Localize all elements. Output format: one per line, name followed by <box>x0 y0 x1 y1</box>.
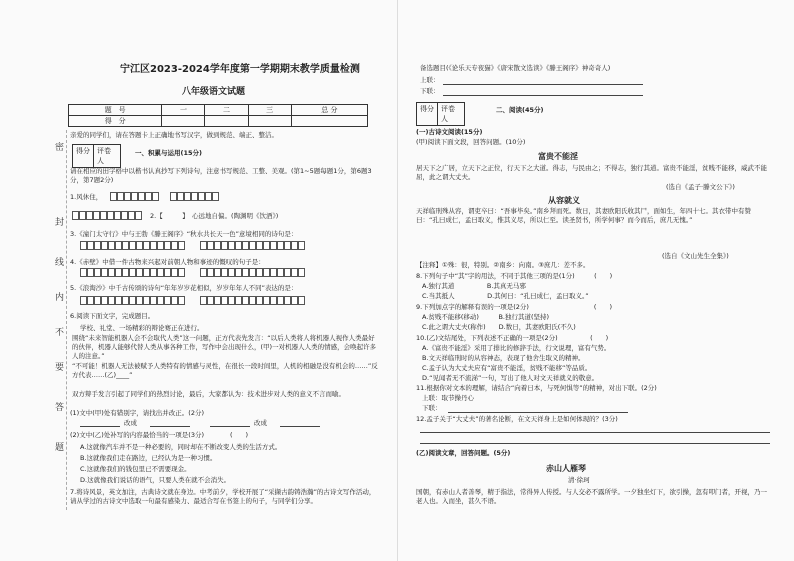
option-c[interactable]: C.这就像我们的钱包里已不需要现金。 <box>80 465 191 473</box>
change-label: 改成 <box>124 419 137 427</box>
couplet-lower-blank[interactable] <box>443 95 643 96</box>
grader-label: 评卷人 <box>441 105 455 123</box>
passage-title: 赤山人雁琴 <box>546 464 586 473</box>
annotation-note: 【注释】①殊：很，特别。②南乡：向南。③庶几：差不多。 <box>416 261 590 269</box>
question-9: 9.下列加点字的解释有误的一项是(2分) ( ) <box>416 303 612 311</box>
grader-box <box>72 144 121 168</box>
margin-mark: 要 <box>55 363 65 373</box>
instruction-text: 亲爱的同学们，请在答题卡上正确地书写汉字，做到规范、端正、整洁。 <box>70 131 278 139</box>
section-two-title: 二、阅读(45分) <box>496 106 544 114</box>
writing-grid[interactable] <box>200 241 305 251</box>
margin-mark: 不 <box>55 328 65 338</box>
score-cell[interactable] <box>248 116 291 127</box>
right-page <box>397 0 794 561</box>
q9-options-cd[interactable]: C.此之谓大丈夫(称作) D.数日，其妻欧阳氏(不久) <box>422 323 576 331</box>
option-b[interactable]: B.这就像我们走在路边，已经认为是一种习惯。 <box>80 454 217 462</box>
score-header-cell: 三 <box>248 105 291 116</box>
change-label: 改成 <box>254 419 267 427</box>
q10-option-b[interactable]: B.文天祥临刑时的从容神态，表现了他舍生取义的精神。 <box>422 354 585 362</box>
answer-blank[interactable] <box>80 426 120 427</box>
answer-blank[interactable] <box>150 426 190 427</box>
margin-mark: 内 <box>55 293 65 303</box>
writing-grid[interactable] <box>200 268 305 278</box>
exam-header-title: 宁江区2023-2024学年度第一学期期末教学质量检测 <box>120 64 360 75</box>
margin-mark: 封 <box>55 218 65 228</box>
score-header-cell: 题 号 <box>69 105 162 116</box>
grader-label: 得分 <box>73 145 94 167</box>
q12-answer-line[interactable] <box>420 432 770 433</box>
subsection-desc: (甲)阅读下面文段，回答问题。(10分) <box>416 138 526 146</box>
writing-grid[interactable] <box>170 192 219 202</box>
couplet-upper-blank[interactable] <box>443 84 643 85</box>
score-header-cell: 一 <box>162 105 205 116</box>
question-1: 1.风休住， <box>70 193 103 201</box>
q10-option-d[interactable]: D.“见闻者无不流涕”一句，写出了他人对文天祥就义的敬意。 <box>422 374 599 382</box>
writing-grid[interactable] <box>80 268 185 278</box>
answer-blank[interactable] <box>210 426 250 427</box>
couplet-upper-label: 上联： <box>420 76 440 84</box>
score-table <box>68 104 368 127</box>
question-4: 4.《赤壁》中借一件古物来兴起对前朝人物和事迹的慨叹的句子是： <box>70 258 265 266</box>
passage-source: (选自《孟子·滕文公下》) <box>666 183 735 191</box>
subject-title: 八年级语文试题 <box>182 87 246 97</box>
reading-paragraph: 双方辩手发言引起了同学们的热烈讨论，最后，大家都认为：技术进步对人类的意义不言而喻。 <box>72 390 345 398</box>
question-12: 12.孟子关于“大丈夫”的著名论断，在文天祥身上是如何体现的？(3分) <box>416 415 618 423</box>
score-header-cell: 二 <box>205 105 248 116</box>
question-6-1: (1)文中(甲)处有错别字，请找出并改正。(2分) <box>70 409 204 417</box>
reading-paragraph: “不可能！机器人无法被赋予人类特有的情感与灵性，在很长一段时间里，人机的相融是没有机会的……”反方代表……(乙)____” <box>72 362 378 379</box>
writing-grid[interactable] <box>200 296 305 306</box>
question-2: 2.【 】 心远地自偏。(陶渊明《饮酒》) <box>150 212 279 220</box>
q8-options-cd[interactable]: C.当其抵人 D.其何曰：“孔曰成仁，孟曰取义。” <box>422 292 589 300</box>
question-6-2: (2)文中(乙)处补写的内容最恰当的一项是(3分) ( ) <box>70 431 249 439</box>
question-5: 5.《浪淘沙》中千古传颂的诗句“年年岁岁花相似，岁岁年年人不同”表达的是： <box>70 284 298 292</box>
subsection-title: (乙)阅读文章，回答问题。(5分) <box>416 449 511 457</box>
margin-mark: 密 <box>55 143 65 153</box>
q11-upper: 上联：取节操丹心 <box>422 394 474 402</box>
subsection-title: (一)古诗文阅读(15分) <box>416 128 483 136</box>
passage-text: 居天下之广居，立天下之正位，行天下之大道。得志，与民由之；不得志，独行其道。富贵不能淫，贫贱不能移，威武不能屈，此之谓大丈夫。 <box>416 164 767 181</box>
grader-label: 得分 <box>417 103 438 125</box>
grader-label: 评卷人 <box>97 147 111 165</box>
answer-blank[interactable] <box>280 426 320 427</box>
score-cell[interactable] <box>205 116 248 127</box>
writing-grid[interactable] <box>72 211 142 221</box>
q8-options-ab[interactable]: A.独行其道 B.其真无马邪 <box>422 282 526 290</box>
score-cell[interactable] <box>291 116 367 127</box>
grader-box <box>416 102 465 126</box>
question-intro: 请在相应的田字格中以楷书认真抄写下列诗句，注意书写规范、工整、美观。(第1~5题每题1分，第6题3分，第7题2分) <box>70 167 372 184</box>
option-d[interactable]: D.这就像我们说话的语气，只要人类在就不会消失。 <box>80 476 231 484</box>
passage-source: (选自《文山先生全集》) <box>662 252 729 260</box>
passage-text: 国朝，有赤山人者善琴，精于指法，常得异人传授。与人交必不露所学。一夕独坐灯下，欲引操，忽有叩门者，开视，乃一老人也。入而坐，甚久不语。 <box>416 488 767 505</box>
question-6: 6.阅读下面文字，完成题目。 <box>70 312 155 320</box>
score-row-label: 得 分 <box>69 116 162 127</box>
couplet-options: 备选题目(《论乐天专夜猫》《唐宋散文选读》《滕王阁序》神奇奇人) <box>420 64 611 72</box>
margin-mark: 线 <box>55 258 65 268</box>
score-header-cell: 总 分 <box>291 105 367 116</box>
binding-line <box>66 130 67 510</box>
question-8: 8.下列句子中“其”字的用法，不同于其他三项的是(1分) ( ) <box>416 272 613 280</box>
couplet-lower-label: 下联： <box>420 87 440 95</box>
question-11: 11.根据你对文本的理解，请结合“向着日本，与死何惧等”的精神，对出下联。(2分) <box>416 384 657 392</box>
q9-options-ab[interactable]: A.贫贱不能移(移动) B.独行其道(坚持) <box>422 313 550 321</box>
q11-lower: 下联： <box>422 404 442 412</box>
question-3: 3.《潼门太守行》中与王勃《滕王阁序》“秋水共长天一色”意境相同的诗句是： <box>70 230 298 238</box>
passage-author: 清·徐珂 <box>568 476 590 484</box>
writing-grid[interactable] <box>80 296 185 306</box>
q10-option-a[interactable]: A.《富贵不能淫》采用了排比的修辞手法，行文说理，富有气势。 <box>422 344 611 352</box>
writing-grid[interactable] <box>110 192 159 202</box>
reading-paragraph: 围绕“未来智能机器人会不会取代人类”这一问题，正方代表先发言：“以后人类将人将机器人视作人类最好的伙伴，机器人能够代替人类从事各种工作，写作中会出现什么，(甲)一对机器人人类的情感，会唤起许多人的注意。” <box>72 334 377 360</box>
q10-option-c[interactable]: C.孟子认为大丈夫应有“富贵不能淫，贫贱不能移”等品质。 <box>422 364 592 372</box>
reading-line: 学校、礼堂、一场精彩的辩论赛正在进行。 <box>80 324 204 332</box>
margin-mark: 题 <box>55 443 65 453</box>
q11-answer-blank[interactable] <box>448 412 628 413</box>
passage-title: 从容就义 <box>548 196 580 205</box>
option-a[interactable]: A.这就像汽车并不是一种必要的，同时却在不断改变人类的生活方式。 <box>80 443 282 451</box>
margin-mark: 答 <box>55 403 65 413</box>
writing-grid[interactable] <box>80 241 185 251</box>
passage-text: 天祥临刑殊从容，谓吏卒曰：“吾事毕矣。”南乡拜而死。数日，其妻欧阳氏收其尸，面如生，年四十七。其衣带中有赞曰：“孔曰成仁，孟曰取义，惟其义尽，所以仁至。读圣贤书，所学何事？而今而后，庶几无愧。” <box>416 207 751 224</box>
passage-title: 富贵不能淫 <box>538 152 578 161</box>
score-cell[interactable] <box>162 116 205 127</box>
question-7: 7.将诗风景，英文加注，古典诗文就在身边。中考前夕，学校开展了“采撷古韵铸浩瀚”的古诗文写作活动，请从学过的古诗文中选取一句最有感染力、最适合写在书签上的句子，与同学们分享。 <box>70 488 376 505</box>
q12-answer-line[interactable] <box>420 443 770 444</box>
question-10: 10.(乙)文结尾处，下列表述不正确的一项是(2分) ( ) <box>416 334 609 342</box>
section-one-title: 一、积累与运用(15分) <box>135 149 202 157</box>
